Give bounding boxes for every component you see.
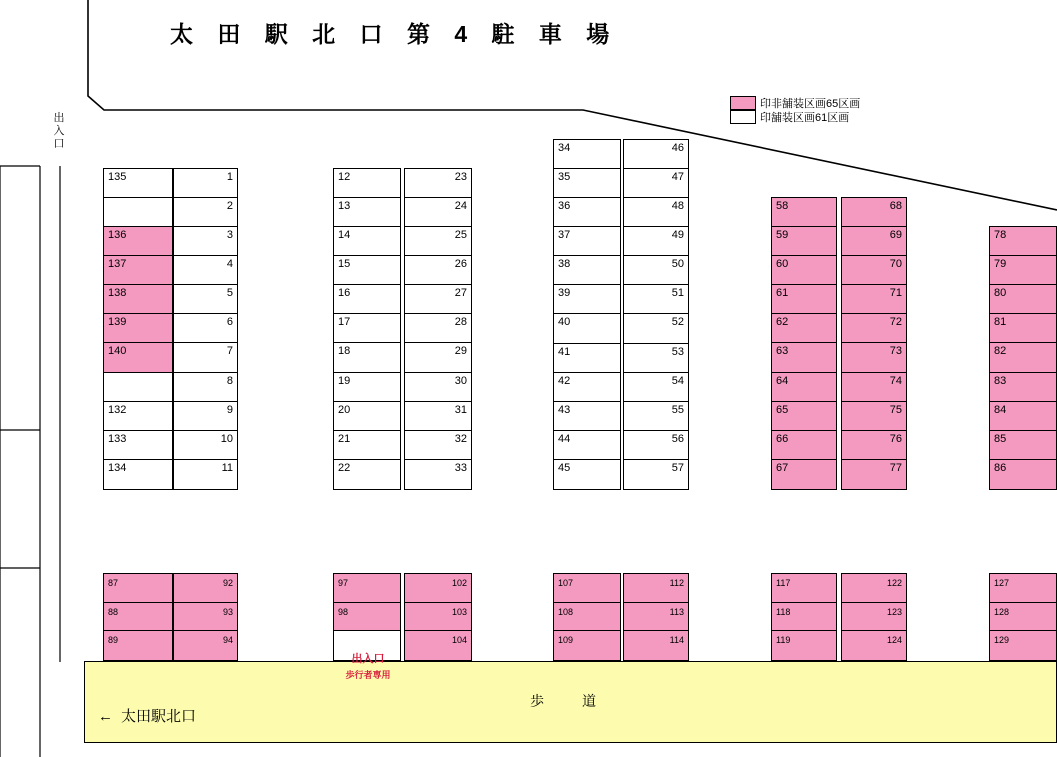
stall-number: 124 xyxy=(886,635,902,646)
parking-stall-82[interactable] xyxy=(990,343,1056,372)
parking-stall-11[interactable] xyxy=(174,460,237,489)
parking-stall-57[interactable] xyxy=(624,460,688,489)
stall-number: 18 xyxy=(338,345,351,358)
parking-stall-5[interactable] xyxy=(174,285,237,314)
parking-stall-61[interactable] xyxy=(772,285,836,314)
parking-stall-63[interactable] xyxy=(772,343,836,372)
parking-stall-23[interactable] xyxy=(405,169,471,198)
entrance-label-pedestrian xyxy=(333,650,403,681)
stall-number: 113 xyxy=(669,606,684,617)
block-58-67 xyxy=(771,197,837,490)
stall-number: 44 xyxy=(558,432,571,445)
stall-number: 66 xyxy=(776,432,789,445)
block-97-98 xyxy=(333,573,401,661)
parking-stall-107[interactable] xyxy=(554,574,620,603)
stall-number: 24 xyxy=(454,200,467,213)
parking-stall-28[interactable] xyxy=(405,314,471,343)
stall-number: 112 xyxy=(669,578,684,588)
block-117-119 xyxy=(771,573,837,661)
stall-number: 14 xyxy=(338,229,351,242)
stall-number: 67 xyxy=(776,461,789,474)
parking-stall-21[interactable] xyxy=(334,431,400,460)
stall-number: 123 xyxy=(886,606,902,617)
stall-number: 17 xyxy=(338,316,351,329)
stall-number: 29 xyxy=(454,345,467,358)
stall-number: 34 xyxy=(558,142,571,154)
stall-number: 81 xyxy=(994,316,1007,329)
stall-number: 85 xyxy=(994,432,1007,445)
stall-number: 26 xyxy=(454,258,467,271)
stall-number: 71 xyxy=(889,287,902,300)
stall-number: 1 xyxy=(226,171,233,183)
parking-stall-39[interactable] xyxy=(554,285,620,314)
entrance-subtext: 歩行者専用 xyxy=(345,670,391,680)
stall-number: 61 xyxy=(776,287,789,300)
stall-number: 80 xyxy=(994,287,1007,300)
parking-stall-14[interactable] xyxy=(334,227,400,256)
parking-stall-74[interactable] xyxy=(842,373,906,402)
stall-number: 49 xyxy=(671,229,684,242)
parking-stall-73[interactable] xyxy=(842,343,906,372)
sidewalk-label: 歩 道 xyxy=(530,693,608,709)
stall-number: 40 xyxy=(558,316,571,329)
parking-stall-empty xyxy=(104,373,172,402)
station-name-label: 太田駅北口 xyxy=(121,708,197,725)
parking-stall-67[interactable] xyxy=(772,460,836,489)
parking-stall-44[interactable] xyxy=(554,431,620,460)
parking-stall-54[interactable] xyxy=(624,373,688,402)
block-78-86 xyxy=(989,226,1057,490)
stall-number: 20 xyxy=(338,403,351,416)
parking-stall-109[interactable] xyxy=(554,631,620,660)
parking-stall-40[interactable] xyxy=(554,314,620,343)
parking-stall-65[interactable] xyxy=(772,402,836,431)
stall-number: 13 xyxy=(338,200,351,213)
stall-number: 47 xyxy=(671,171,684,184)
parking-stall-113[interactable] xyxy=(624,603,688,632)
parking-stall-30[interactable] xyxy=(405,373,471,402)
parking-stall-45[interactable] xyxy=(554,460,620,489)
parking-stall-20[interactable] xyxy=(334,402,400,431)
block-46-57 xyxy=(623,139,689,490)
stall-number: 60 xyxy=(776,258,789,271)
parking-stall-49[interactable] xyxy=(624,227,688,256)
stall-number: 53 xyxy=(671,345,684,358)
stall-number: 57 xyxy=(671,461,684,474)
parking-stall-118[interactable] xyxy=(772,603,836,632)
stall-number: 12 xyxy=(338,171,351,183)
stall-number: 104 xyxy=(451,635,467,646)
legend-swatch-paved-icon xyxy=(730,110,756,124)
parking-stall-1[interactable] xyxy=(174,169,237,198)
parking-stall-102[interactable] xyxy=(405,574,471,603)
parking-stall-62[interactable] xyxy=(772,314,836,343)
stall-number: 94 xyxy=(222,635,233,646)
stall-number: 42 xyxy=(558,374,571,387)
stall-number: 9 xyxy=(226,403,233,416)
parking-stall-98[interactable] xyxy=(334,603,400,632)
stall-number: 107 xyxy=(558,578,574,588)
block-107-109 xyxy=(553,573,621,661)
stall-number: 10 xyxy=(220,432,233,445)
parking-stall-8[interactable] xyxy=(174,373,237,402)
stall-number: 132 xyxy=(108,403,127,416)
stall-number: 119 xyxy=(776,635,791,646)
parking-stall-25[interactable] xyxy=(405,227,471,256)
parking-stall-58[interactable] xyxy=(772,198,836,227)
stall-number: 30 xyxy=(454,374,467,387)
parking-stall-132[interactable] xyxy=(104,402,172,431)
stall-number: 15 xyxy=(338,258,351,271)
stall-number: 109 xyxy=(558,635,574,646)
parking-stall-135[interactable] xyxy=(104,169,172,198)
stall-number: 82 xyxy=(994,345,1007,358)
stall-number: 35 xyxy=(558,171,571,184)
stall-number: 108 xyxy=(558,606,574,617)
parking-stall-10[interactable] xyxy=(174,431,237,460)
stall-number: 25 xyxy=(454,229,467,242)
parking-stall-94[interactable] xyxy=(174,631,237,660)
stall-number: 62 xyxy=(776,316,789,329)
parking-stall-4[interactable] xyxy=(174,256,237,285)
parking-stall-36[interactable] xyxy=(554,198,620,227)
stall-number: 32 xyxy=(454,432,467,445)
parking-stall-69[interactable] xyxy=(842,227,906,256)
parking-stall-117[interactable] xyxy=(772,574,836,603)
block-87-89 xyxy=(103,573,173,661)
parking-stall-9[interactable] xyxy=(174,402,237,431)
stall-number: 134 xyxy=(108,461,127,474)
stall-number: 23 xyxy=(454,171,467,183)
stall-number: 98 xyxy=(338,606,349,617)
page-title: 太 田 駅 北 口 第 4 駐 車 場 xyxy=(170,21,619,47)
stall-number: 65 xyxy=(776,403,789,416)
stall-number: 3 xyxy=(226,229,233,242)
stall-number: 38 xyxy=(558,258,571,271)
stall-number: 37 xyxy=(558,229,571,242)
stall-number: 122 xyxy=(886,578,902,588)
stall-number: 133 xyxy=(108,432,127,445)
stall-number: 7 xyxy=(226,345,233,358)
stall-number: 4 xyxy=(226,258,233,271)
parking-stall-31[interactable] xyxy=(405,402,471,431)
stall-number: 97 xyxy=(338,578,349,588)
stall-number: 118 xyxy=(776,606,791,617)
stall-number: 63 xyxy=(776,345,789,358)
stall-number: 31 xyxy=(454,403,467,416)
parking-stall-85[interactable] xyxy=(990,431,1056,460)
parking-stall-18[interactable] xyxy=(334,343,400,372)
legend-label-unpaved: 印非舗装区画65区画 xyxy=(760,97,861,110)
block-92-94 xyxy=(173,573,238,661)
parking-stall-17[interactable] xyxy=(334,314,400,343)
stall-number: 45 xyxy=(558,461,571,474)
parking-stall-86[interactable] xyxy=(990,460,1056,489)
parking-stall-136[interactable] xyxy=(104,227,172,256)
stall-number: 21 xyxy=(338,432,351,445)
stall-number: 79 xyxy=(994,258,1007,271)
stall-number: 19 xyxy=(338,374,351,387)
parking-stall-138[interactable] xyxy=(104,285,172,314)
parking-stall-2[interactable] xyxy=(174,198,237,227)
parking-stall-41[interactable] xyxy=(554,344,620,373)
parking-stall-127[interactable] xyxy=(990,574,1056,603)
parking-stall-92[interactable] xyxy=(174,574,237,603)
stall-number: 52 xyxy=(671,316,684,329)
stall-number: 64 xyxy=(776,374,789,387)
parking-stall-37[interactable] xyxy=(554,227,620,256)
parking-stall-34[interactable] xyxy=(554,140,620,169)
stall-number: 74 xyxy=(889,374,902,387)
parking-stall-33[interactable] xyxy=(405,460,471,489)
parking-stall-84[interactable] xyxy=(990,402,1056,431)
parking-stall-93[interactable] xyxy=(174,603,237,632)
stall-number: 46 xyxy=(671,142,684,154)
parking-stall-32[interactable] xyxy=(405,431,471,460)
block-122-124 xyxy=(841,573,907,661)
parking-stall-59[interactable] xyxy=(772,227,836,256)
parking-stall-119[interactable] xyxy=(772,631,836,660)
block-34-45 xyxy=(553,139,621,490)
parking-stall-35[interactable] xyxy=(554,169,620,198)
stall-number: 11 xyxy=(221,461,233,474)
parking-stall-89[interactable] xyxy=(104,631,172,660)
stall-number: 89 xyxy=(108,635,119,646)
parking-stall-104[interactable] xyxy=(405,631,471,660)
parking-stall-53[interactable] xyxy=(624,344,688,373)
parking-stall-68[interactable] xyxy=(842,198,906,227)
parking-stall-51[interactable] xyxy=(624,285,688,314)
stall-number: 55 xyxy=(671,403,684,416)
parking-stall-3[interactable] xyxy=(174,227,237,256)
parking-stall-133[interactable] xyxy=(104,431,172,460)
legend-swatch-unpaved-icon xyxy=(730,96,756,110)
parking-stall-87[interactable] xyxy=(104,574,172,603)
entrance-label-left: 出入口 xyxy=(53,112,65,150)
stall-number: 78 xyxy=(994,229,1007,241)
parking-stall-88[interactable] xyxy=(104,603,172,632)
legend-item-unpaved xyxy=(730,96,860,109)
left-arrow-icon: ← xyxy=(98,708,113,725)
stall-number: 127 xyxy=(994,578,1010,588)
stall-number: 135 xyxy=(108,171,127,183)
stall-number: 36 xyxy=(558,200,571,213)
stall-number: 76 xyxy=(889,432,902,445)
parking-stall-66[interactable] xyxy=(772,431,836,460)
parking-stall-83[interactable] xyxy=(990,373,1056,402)
stall-number: 5 xyxy=(226,287,233,300)
parking-stall-22[interactable] xyxy=(334,460,400,489)
parking-stall-38[interactable] xyxy=(554,256,620,285)
parking-stall-76[interactable] xyxy=(842,431,906,460)
parking-stall-124[interactable] xyxy=(842,631,906,660)
block-112-114 xyxy=(623,573,689,661)
stall-number: 93 xyxy=(222,606,233,617)
stall-number: 138 xyxy=(108,287,127,300)
parking-stall-97[interactable] xyxy=(334,574,400,603)
parking-stall-16[interactable] xyxy=(334,285,400,314)
parking-stall-12[interactable] xyxy=(334,169,400,198)
block-1-11 xyxy=(173,168,238,490)
parking-stall-60[interactable] xyxy=(772,256,836,285)
parking-stall-123[interactable] xyxy=(842,603,906,632)
stall-number: 77 xyxy=(889,461,902,474)
stall-number: 39 xyxy=(558,287,571,300)
parking-stall-78[interactable] xyxy=(990,227,1056,256)
stall-number: 22 xyxy=(338,461,351,474)
stall-number: 59 xyxy=(776,229,789,242)
parking-stall-79[interactable] xyxy=(990,256,1056,285)
stall-number: 87 xyxy=(108,578,119,588)
stall-number: 103 xyxy=(451,606,467,617)
block-127-129 xyxy=(989,573,1057,661)
block-135-140 xyxy=(103,168,173,490)
stall-number: 50 xyxy=(671,258,684,271)
stall-number: 72 xyxy=(889,316,902,329)
parking-stall-112[interactable] xyxy=(624,574,688,603)
block-12-22 xyxy=(333,168,401,490)
stall-number: 128 xyxy=(994,606,1010,617)
stall-number: 75 xyxy=(889,403,902,416)
parking-stall-72[interactable] xyxy=(842,314,906,343)
parking-stall-56[interactable] xyxy=(624,431,688,460)
stall-number: 48 xyxy=(671,200,684,213)
stall-number: 69 xyxy=(889,229,902,242)
stall-number: 28 xyxy=(454,316,467,329)
parking-stall-43[interactable] xyxy=(554,402,620,431)
parking-stall-70[interactable] xyxy=(842,256,906,285)
block-68-77 xyxy=(841,197,907,490)
stall-number: 68 xyxy=(889,200,902,212)
parking-stall-122[interactable] xyxy=(842,574,906,603)
parking-stall-71[interactable] xyxy=(842,285,906,314)
stall-number: 33 xyxy=(454,461,467,474)
stall-number: 27 xyxy=(454,287,467,300)
legend xyxy=(730,96,860,124)
parking-stall-114[interactable] xyxy=(624,631,688,660)
stall-number: 41 xyxy=(558,345,571,358)
stall-number: 58 xyxy=(776,200,789,212)
block-23-33 xyxy=(404,168,472,490)
stall-number: 16 xyxy=(338,287,351,300)
parking-stall-19[interactable] xyxy=(334,373,400,402)
stall-number: 86 xyxy=(994,461,1007,474)
parking-stall-7[interactable] xyxy=(174,343,237,372)
stall-number: 117 xyxy=(776,578,791,588)
stall-number: 140 xyxy=(108,345,127,358)
parking-stall-128[interactable] xyxy=(990,603,1056,632)
parking-stall-15[interactable] xyxy=(334,256,400,285)
stall-number: 6 xyxy=(226,316,233,329)
stall-number: 114 xyxy=(669,635,684,646)
parking-stall-103[interactable] xyxy=(405,603,471,632)
legend-item-paved xyxy=(730,110,860,123)
stall-number: 136 xyxy=(108,229,127,242)
station-direction xyxy=(98,705,196,726)
stall-number: 73 xyxy=(889,345,902,358)
parking-stall-6[interactable] xyxy=(174,314,237,343)
stall-number: 88 xyxy=(108,606,119,617)
stall-number: 54 xyxy=(671,374,684,387)
stall-number: 2 xyxy=(226,200,233,213)
entrance-text: 出入口 xyxy=(351,653,385,665)
parking-stall-139[interactable] xyxy=(104,314,172,343)
parking-stall-52[interactable] xyxy=(624,314,688,343)
parking-stall-50[interactable] xyxy=(624,256,688,285)
stall-number: 92 xyxy=(222,578,233,588)
stall-number: 8 xyxy=(226,374,233,387)
stall-number: 51 xyxy=(671,287,684,300)
parking-stall-55[interactable] xyxy=(624,402,688,431)
parking-stall-80[interactable] xyxy=(990,285,1056,314)
block-102-104 xyxy=(404,573,472,661)
stall-number: 129 xyxy=(994,635,1010,646)
stall-number: 139 xyxy=(108,316,127,329)
parking-stall-48[interactable] xyxy=(624,198,688,227)
stall-number: 56 xyxy=(671,432,684,445)
parking-stall-27[interactable] xyxy=(405,285,471,314)
parking-stall-13[interactable] xyxy=(334,198,400,227)
parking-stall-77[interactable] xyxy=(842,460,906,489)
parking-stall-26[interactable] xyxy=(405,256,471,285)
parking-stall-134[interactable] xyxy=(104,460,172,489)
parking-stall-140[interactable] xyxy=(104,343,172,372)
parking-stall-29[interactable] xyxy=(405,343,471,372)
parking-stall-137[interactable] xyxy=(104,256,172,285)
parking-stall-81[interactable] xyxy=(990,314,1056,343)
parking-stall-empty xyxy=(104,198,172,227)
parking-stall-75[interactable] xyxy=(842,402,906,431)
parking-stall-64[interactable] xyxy=(772,373,836,402)
stall-number: 137 xyxy=(108,258,127,271)
parking-stall-42[interactable] xyxy=(554,373,620,402)
parking-stall-47[interactable] xyxy=(624,169,688,198)
parking-stall-24[interactable] xyxy=(405,198,471,227)
parking-stall-46[interactable] xyxy=(624,140,688,169)
stall-number: 83 xyxy=(994,374,1007,387)
stall-number: 102 xyxy=(451,578,467,588)
stall-number: 84 xyxy=(994,403,1007,416)
stall-number: 43 xyxy=(558,403,571,416)
legend-label-paved: 印舗装区画61区画 xyxy=(760,111,850,124)
parking-stall-129[interactable] xyxy=(990,631,1056,660)
stall-number: 70 xyxy=(889,258,902,271)
parking-stall-108[interactable] xyxy=(554,603,620,632)
